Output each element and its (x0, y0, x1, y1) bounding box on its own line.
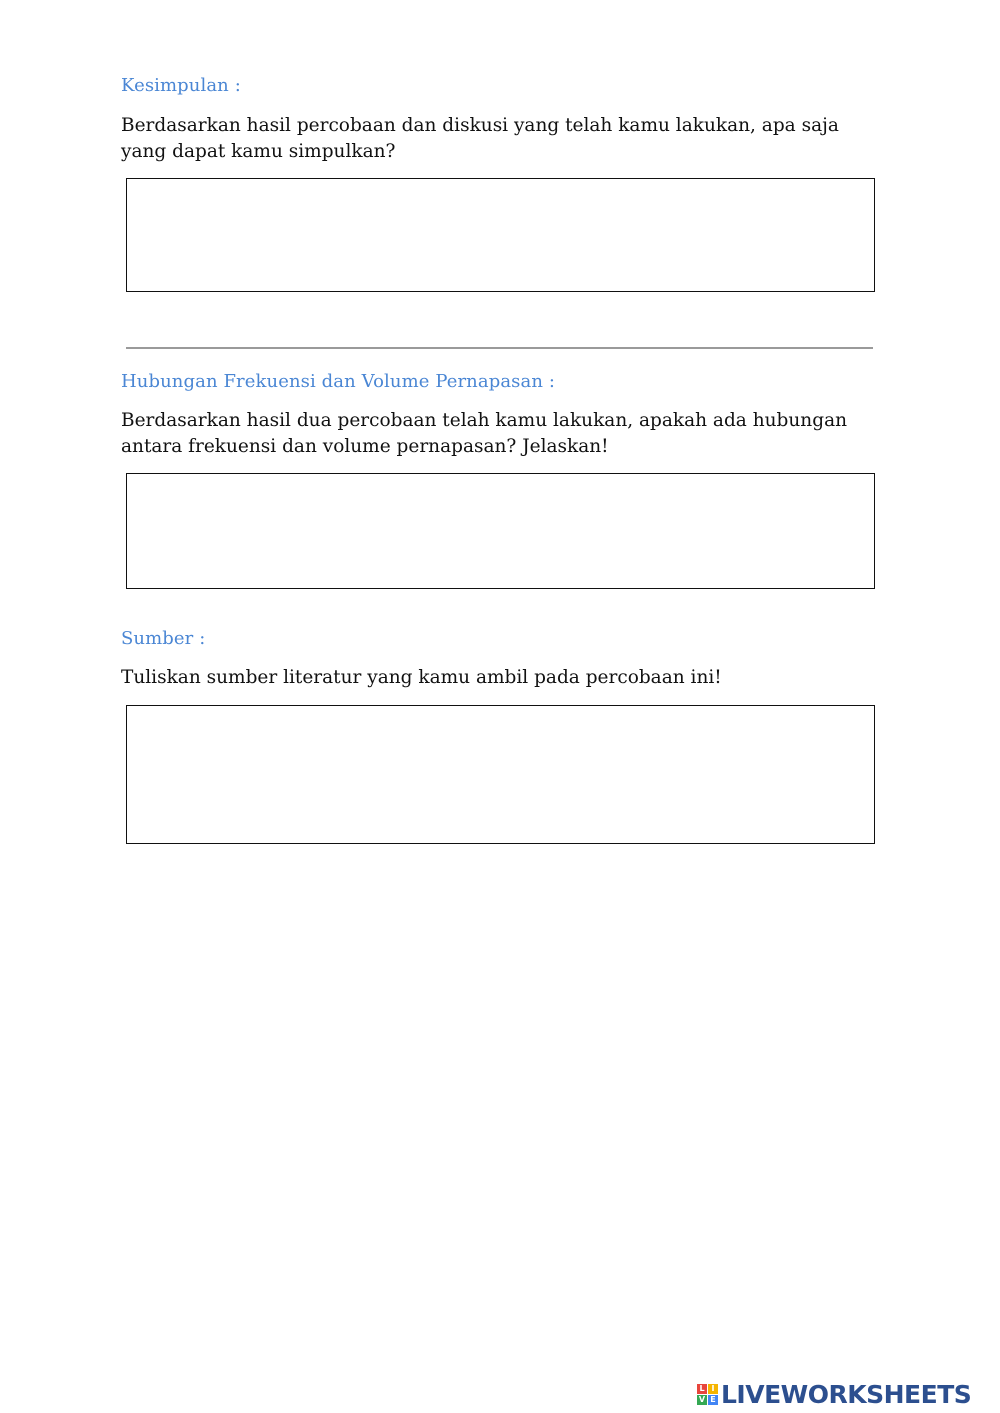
question-kesimpulan: Berdasarkan hasil percobaan dan diskusi yang telah kamu lakukan, apa saja yang dapat kamu simpulkan? (121, 115, 839, 162)
logo-mark-icon (697, 1384, 718, 1405)
answer-box-sumber[interactable] (126, 705, 875, 844)
answer-box-hubungan[interactable] (126, 473, 875, 589)
logo-letter-e: E (708, 1395, 718, 1405)
answer-box-kesimpulan[interactable] (126, 178, 875, 292)
section-heading-kesimpulan: Kesimpulan : (121, 75, 241, 96)
section-divider (126, 347, 873, 349)
liveworksheets-logo (697, 1378, 971, 1410)
question-sumber: Tuliskan sumber literatur yang kamu ambil pada percobaan ini! (121, 667, 722, 688)
section-heading-hubungan: Hubungan Frekuensi dan Volume Pernapasan : (121, 371, 556, 392)
logo-text: LIVEWORKSHEETS (721, 1379, 972, 1409)
logo-letter-v: V (698, 1394, 706, 1404)
logo-letter-l: L (697, 1384, 707, 1394)
question-hubungan: Berdasarkan hasil dua percobaan telah kamu lakukan, apakah ada hubungan antara frekuensi dan volume pernapasan? Jelaskan! (121, 410, 848, 457)
section-heading-sumber: Sumber : (121, 628, 206, 649)
logo-letter-i: I (708, 1384, 718, 1394)
